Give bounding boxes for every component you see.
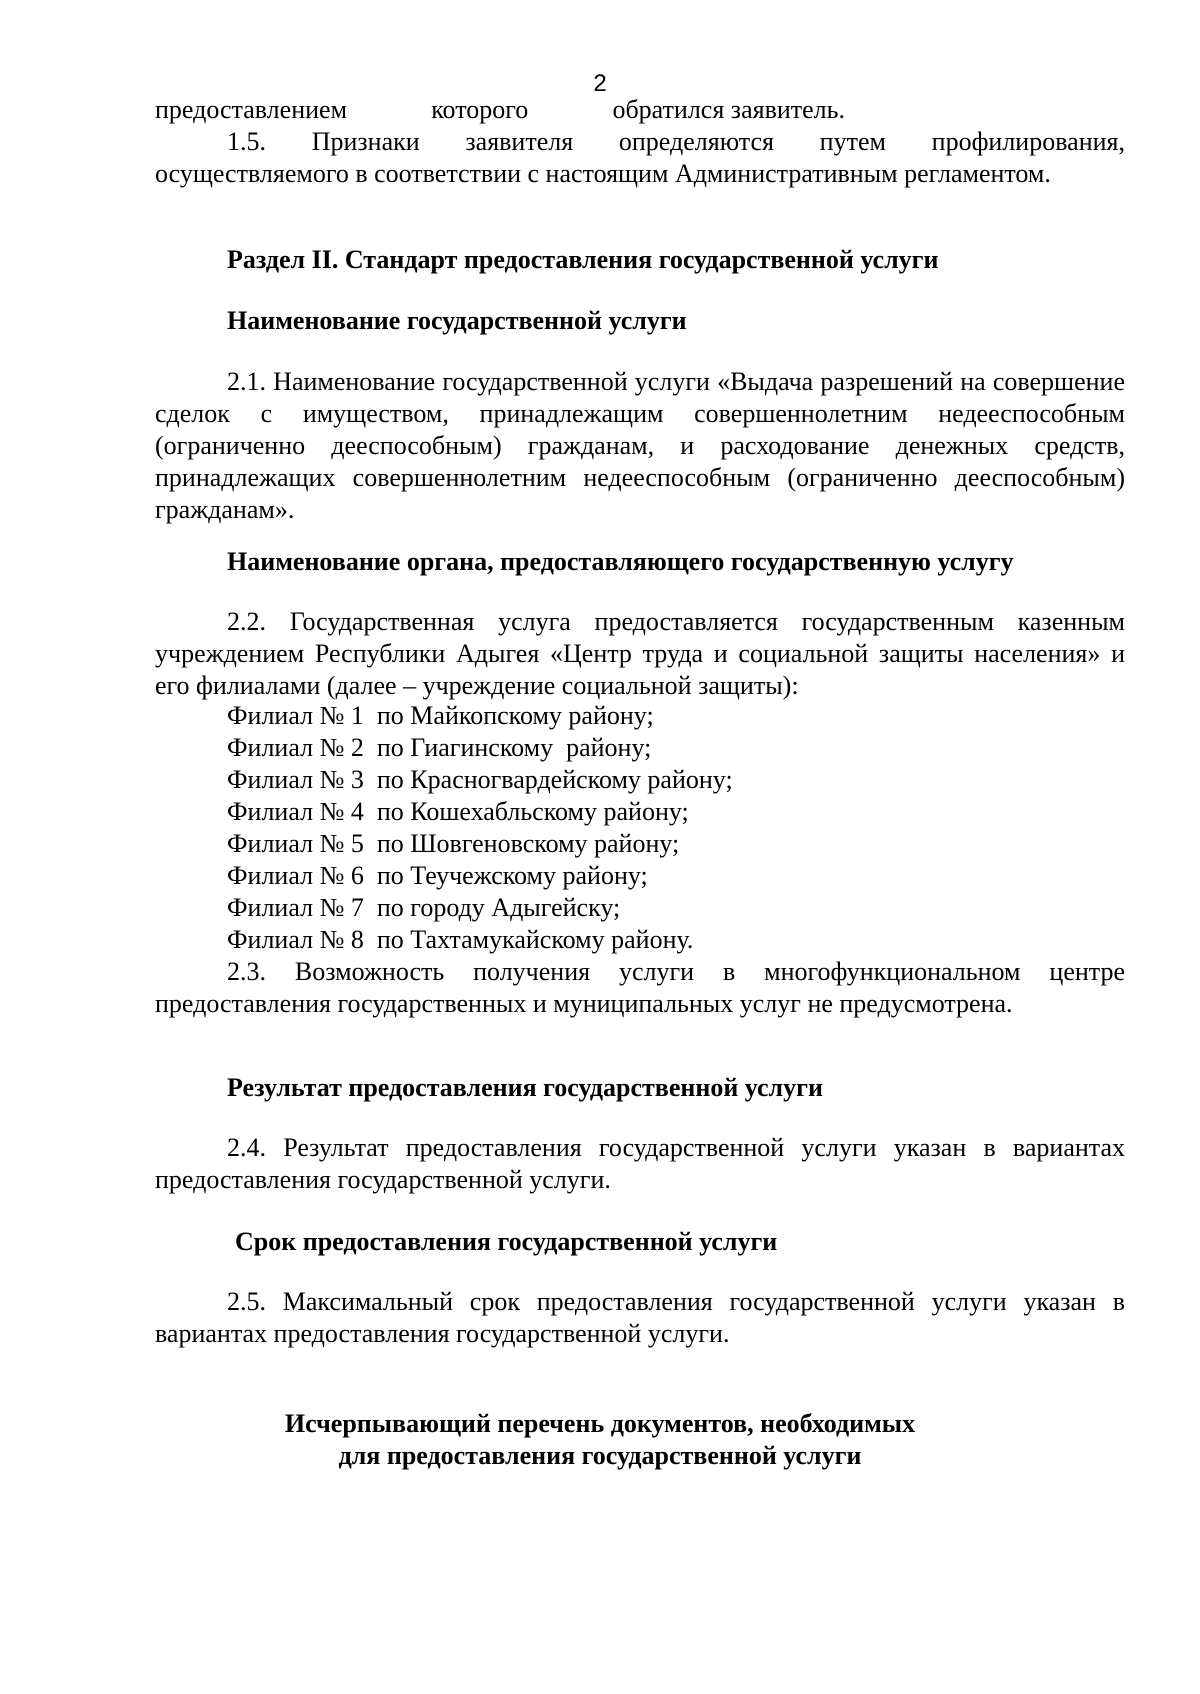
branch-item: Филиал № 2 по Гиагинскому району; — [227, 733, 652, 762]
section-heading: Раздел II. Стандарт предоставления государственной услуги — [227, 245, 939, 274]
paragraph-2-4: 2.4. Результат предоставления государственной услуги указан в вариантах предоставления государственной услуги. — [155, 1133, 1125, 1194]
paragraph-2-2: 2.2. Государственная услуга предоставляется государственным казенным учреждением Республики Адыгея «Центр труда и социальной защиты населения» и его филиалами (далее – учреждение социальной защиты): — [155, 607, 1125, 700]
page-number: 2 — [593, 70, 607, 97]
heading-documents-line-2: для предоставления государственной услуги — [338, 1441, 862, 1470]
paragraph-2-3: 2.3. Возможность получения услуги в многофункциональном центре предоставления государственных и муниципальных услуг не предусмотрена. — [155, 957, 1125, 1018]
paragraph-2-1: 2.1. Наименование государственной услуги «Выдача разрешений на совершение сделок с имуществом, принадлежащим совершеннолетним недееспособным (ограниченно дееспособным) гражданам, и расходование денежных средств, принадлежащих совершеннолетним недееспособным (ограниченно дееспособным) гражданам». — [155, 367, 1125, 524]
branch-item: Филиал № 6 по Теучежскому району; — [227, 861, 648, 890]
heading-service-name: Наименование государственной услуги — [227, 306, 687, 335]
continuation-word-3: обратился заявитель. — [612, 95, 845, 124]
paragraph-1-5: 1.5. Признаки заявителя определяются путем профилирования, осуществляемого в соответствии с настоящим Административным регламентом. — [155, 127, 1125, 188]
heading-result: Результат предоставления государственной услуги — [227, 1073, 823, 1102]
continuation-word-2: которого — [431, 95, 529, 124]
heading-documents-line-1: Исчерпывающий перечень документов, необходимых — [284, 1409, 916, 1438]
heading-organ: Наименование органа, предоставляющего государственную услугу — [227, 547, 1014, 576]
branch-item: Филиал № 4 по Кошехабльскому району; — [227, 797, 689, 826]
paragraph-2-5: 2.5. Максимальный срок предоставления государственной услуги указан в вариантах предоставления государственной услуги. — [155, 1287, 1125, 1348]
branch-item: Филиал № 8 по Тахтамукайскому району. — [227, 925, 694, 954]
branch-item: Филиал № 7 по городу Адыгейску; — [227, 893, 621, 922]
continuation-line — [155, 94, 845, 126]
continuation-word-1: предоставлением — [155, 95, 348, 124]
heading-term: Срок предоставления государственной услуги — [235, 1227, 778, 1256]
branch-item: Филиал № 5 по Шовгеновскому району; — [227, 829, 680, 858]
branch-item: Филиал № 3 по Красногвардейскому району; — [227, 765, 733, 794]
branch-item: Филиал № 1 по Майкопскому району; — [227, 701, 654, 730]
